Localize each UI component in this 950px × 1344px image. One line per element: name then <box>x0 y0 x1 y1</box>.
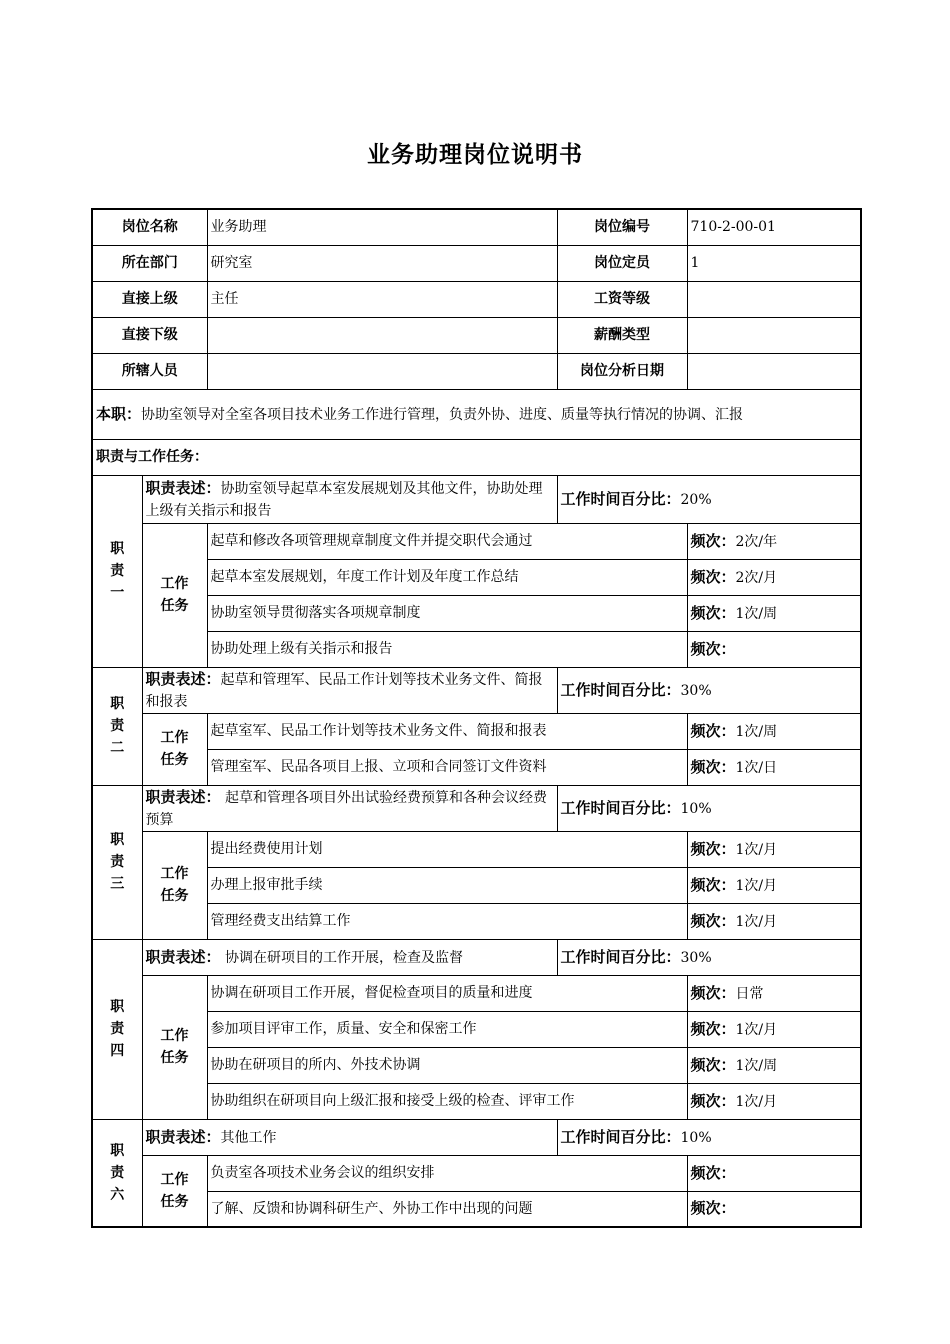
duty-desc-text: 其他工作 <box>220 1129 277 1146</box>
work-task-text: 工作任务 <box>160 1028 189 1066</box>
task-row <box>92 713 861 749</box>
frequency-label: 频次： <box>690 567 736 586</box>
frequency-value: 2次/年 <box>735 533 778 550</box>
header-row-dept <box>92 245 861 281</box>
duty-name-text: 职责六 <box>110 1142 125 1203</box>
salary-grade-value <box>687 281 861 317</box>
task-text: 提出经费使用计划 <box>207 831 687 867</box>
task-row <box>92 749 861 785</box>
summary-label: 本职： <box>96 404 142 423</box>
task-row <box>92 1047 861 1083</box>
subordinate-label: 直接下级 <box>92 317 207 353</box>
duty-description-cell <box>142 667 557 713</box>
task-text: 协助组织在研项目向上级汇报和接受上级的检查、评审工作 <box>207 1083 687 1119</box>
header-row-superior <box>92 281 861 317</box>
frequency-label: 频次： <box>690 1163 736 1182</box>
frequency-label: 频次： <box>690 911 736 930</box>
task-row <box>92 867 861 903</box>
duty-desc-row <box>92 667 861 713</box>
frequency-cell <box>687 867 861 903</box>
frequency-label: 频次： <box>690 639 736 658</box>
work-time-percent-value: 30% <box>680 682 712 699</box>
frequency-cell <box>687 1047 861 1083</box>
duty-desc-label: 职责表述： <box>145 669 221 688</box>
duty-desc-label: 职责表述： <box>145 787 221 806</box>
duty-name <box>92 1119 142 1227</box>
headcount-value: 1 <box>687 245 861 281</box>
frequency-label: 频次： <box>690 983 736 1002</box>
frequency-cell <box>687 713 861 749</box>
duties-heading: 职责与工作任务： <box>92 439 861 475</box>
frequency-cell <box>687 595 861 631</box>
frequency-value: 1次/月 <box>735 1021 778 1038</box>
duty-desc-row <box>92 1119 861 1155</box>
work-time-percent-cell <box>557 939 861 975</box>
staff-label: 所辖人员 <box>92 353 207 389</box>
duties-heading-row <box>92 439 861 475</box>
task-row <box>92 631 861 667</box>
work-time-percent-cell <box>557 785 861 831</box>
frequency-value: 2次/月 <box>735 569 778 586</box>
duty-description-cell <box>142 785 557 831</box>
task-row <box>92 1011 861 1047</box>
frequency-value: 1次/月 <box>735 841 778 858</box>
frequency-label: 频次： <box>690 531 736 550</box>
position-name-label: 岗位名称 <box>92 209 207 245</box>
frequency-label: 频次： <box>690 839 736 858</box>
duty-description-cell <box>142 1119 557 1155</box>
work-task-text: 工作任务 <box>160 1171 189 1210</box>
duty-description-cell <box>142 475 557 523</box>
work-task-label <box>142 523 207 667</box>
frequency-value: 1次/月 <box>735 877 778 894</box>
frequency-value: 1次/周 <box>735 723 778 740</box>
work-task-label <box>142 975 207 1119</box>
superior-value: 主任 <box>207 281 557 317</box>
frequency-value: 1次/周 <box>735 1057 778 1074</box>
task-row <box>92 1083 861 1119</box>
duty-desc-row <box>92 785 861 831</box>
frequency-value: 1次/周 <box>735 605 778 622</box>
work-time-percent-label: 工作时间百分比： <box>560 489 681 508</box>
salary-grade-label: 工资等级 <box>557 281 687 317</box>
duty-name <box>92 939 142 1119</box>
frequency-label: 频次： <box>690 757 736 776</box>
frequency-label: 频次： <box>690 875 736 894</box>
duty-desc-row <box>92 475 861 523</box>
work-time-percent-cell <box>557 667 861 713</box>
task-row <box>92 1155 861 1191</box>
task-text: 管理室军、民品各项目上报、立项和合同签订文件资料 <box>207 749 687 785</box>
task-row <box>92 595 861 631</box>
task-text: 起草室军、民品工作计划等技术业务文件、简报和报表 <box>207 713 687 749</box>
frequency-label: 频次： <box>690 1091 736 1110</box>
task-text: 负责室各项技术业务会议的组织安排 <box>207 1155 687 1191</box>
position-code-label: 岗位编号 <box>557 209 687 245</box>
job-description-table <box>91 208 862 1228</box>
task-text: 参加项目评审工作，质量、安全和保密工作 <box>207 1011 687 1047</box>
frequency-cell <box>687 1155 861 1191</box>
analysis-date-label: 岗位分析日期 <box>557 353 687 389</box>
position-name-value: 业务助理 <box>207 209 557 245</box>
work-time-percent-value: 10% <box>680 1129 712 1146</box>
frequency-value: 日常 <box>735 985 764 1002</box>
work-time-percent-label: 工作时间百分比： <box>560 798 681 817</box>
duty-name <box>92 667 142 785</box>
work-time-percent-value: 30% <box>680 949 712 966</box>
frequency-cell <box>687 749 861 785</box>
task-text: 起草本室发展规划，年度工作计划及年度工作总结 <box>207 559 687 595</box>
task-text: 起草和修改各项管理规章制度文件并提交职代会通过 <box>207 523 687 559</box>
task-text: 协调在研项目工作开展，督促检查项目的质量和进度 <box>207 975 687 1011</box>
work-task-text: 工作任务 <box>160 576 189 614</box>
frequency-cell <box>687 559 861 595</box>
task-text: 协助处理上级有关指示和报告 <box>207 631 687 667</box>
duty-desc-label: 职责表述： <box>145 1127 221 1146</box>
task-text: 了解、反馈和协调科研生产、外协工作中出现的问题 <box>207 1191 687 1227</box>
subordinate-value <box>207 317 557 353</box>
duty-desc-text: 起草和管理各项目外出试验经费预算和各种会议经费预算 <box>145 789 547 828</box>
duty-name <box>92 475 142 667</box>
task-row <box>92 523 861 559</box>
frequency-cell <box>687 1011 861 1047</box>
header-row-staff <box>92 353 861 389</box>
duty-name <box>92 785 142 939</box>
task-text: 办理上报审批手续 <box>207 867 687 903</box>
headcount-label: 岗位定员 <box>557 245 687 281</box>
duty-desc-text: 协调在研项目的工作开展，检查及监督 <box>220 949 463 966</box>
work-task-text: 工作任务 <box>160 866 189 904</box>
header-row-name <box>92 209 861 245</box>
work-time-percent-label: 工作时间百分比： <box>560 680 681 699</box>
task-row <box>92 1191 861 1227</box>
work-time-percent-label: 工作时间百分比： <box>560 1127 681 1146</box>
department-label: 所在部门 <box>92 245 207 281</box>
frequency-label: 频次： <box>690 603 736 622</box>
frequency-cell <box>687 903 861 939</box>
frequency-value: 1次/日 <box>735 759 778 776</box>
work-time-percent-label: 工作时间百分比： <box>560 947 681 966</box>
superior-label: 直接上级 <box>92 281 207 317</box>
position-code-value: 710-2-00-01 <box>687 209 861 245</box>
work-time-percent-cell <box>557 475 861 523</box>
work-task-label <box>142 831 207 939</box>
summary-cell <box>92 389 861 439</box>
document-title: 业务助理岗位说明书 <box>367 142 583 168</box>
task-row <box>92 975 861 1011</box>
duty-desc-text: 协助室领导起草本室发展规划及其他文件，协助处理上级有关指示和报告 <box>145 480 543 519</box>
frequency-cell <box>687 1083 861 1119</box>
summary-row <box>92 389 861 439</box>
task-text: 管理经费支出结算工作 <box>207 903 687 939</box>
duty-name-text: 职责一 <box>110 541 125 601</box>
frequency-value: 1次/月 <box>735 913 778 930</box>
duty-name-text: 职责四 <box>110 999 125 1059</box>
frequency-label: 频次： <box>690 721 736 740</box>
frequency-label: 频次： <box>690 1055 736 1074</box>
frequency-cell <box>687 1191 861 1227</box>
analysis-date-value <box>687 353 861 389</box>
work-time-percent-value: 20% <box>680 491 712 508</box>
header-row-subordinate <box>92 317 861 353</box>
duty-desc-label: 职责表述： <box>145 947 221 966</box>
task-row <box>92 559 861 595</box>
frequency-cell <box>687 523 861 559</box>
department-value: 研究室 <box>207 245 557 281</box>
task-row <box>92 831 861 867</box>
work-task-label <box>142 713 207 785</box>
duty-name-text: 职责三 <box>110 832 125 892</box>
pay-type-value <box>687 317 861 353</box>
task-text: 协助室领导贯彻落实各项规章制度 <box>207 595 687 631</box>
duty-description-cell <box>142 939 557 975</box>
frequency-label: 频次： <box>690 1199 736 1218</box>
duty-name-text: 职责二 <box>110 696 125 756</box>
duty-desc-label: 职责表述： <box>145 478 221 497</box>
frequency-cell <box>687 975 861 1011</box>
work-time-percent-cell <box>557 1119 861 1155</box>
frequency-label: 频次： <box>690 1019 736 1038</box>
task-text: 协助在研项目的所内、外技术协调 <box>207 1047 687 1083</box>
duty-desc-row <box>92 939 861 975</box>
frequency-cell <box>687 831 861 867</box>
work-task-text: 工作任务 <box>160 730 189 768</box>
staff-value <box>207 353 557 389</box>
pay-type-label: 薪酬类型 <box>557 317 687 353</box>
work-time-percent-value: 10% <box>680 800 712 817</box>
task-row <box>92 903 861 939</box>
duty-desc-text: 起草和管理军、民品工作计划等技术业务文件、简报和报表 <box>145 671 543 710</box>
work-task-label <box>142 1155 207 1227</box>
summary-text: 协助室领导对全室各项目技术业务工作进行管理，负责外协、进度、质量等执行情况的协调、汇报 <box>141 406 744 423</box>
frequency-cell <box>687 631 861 667</box>
frequency-value: 1次/月 <box>735 1093 778 1110</box>
